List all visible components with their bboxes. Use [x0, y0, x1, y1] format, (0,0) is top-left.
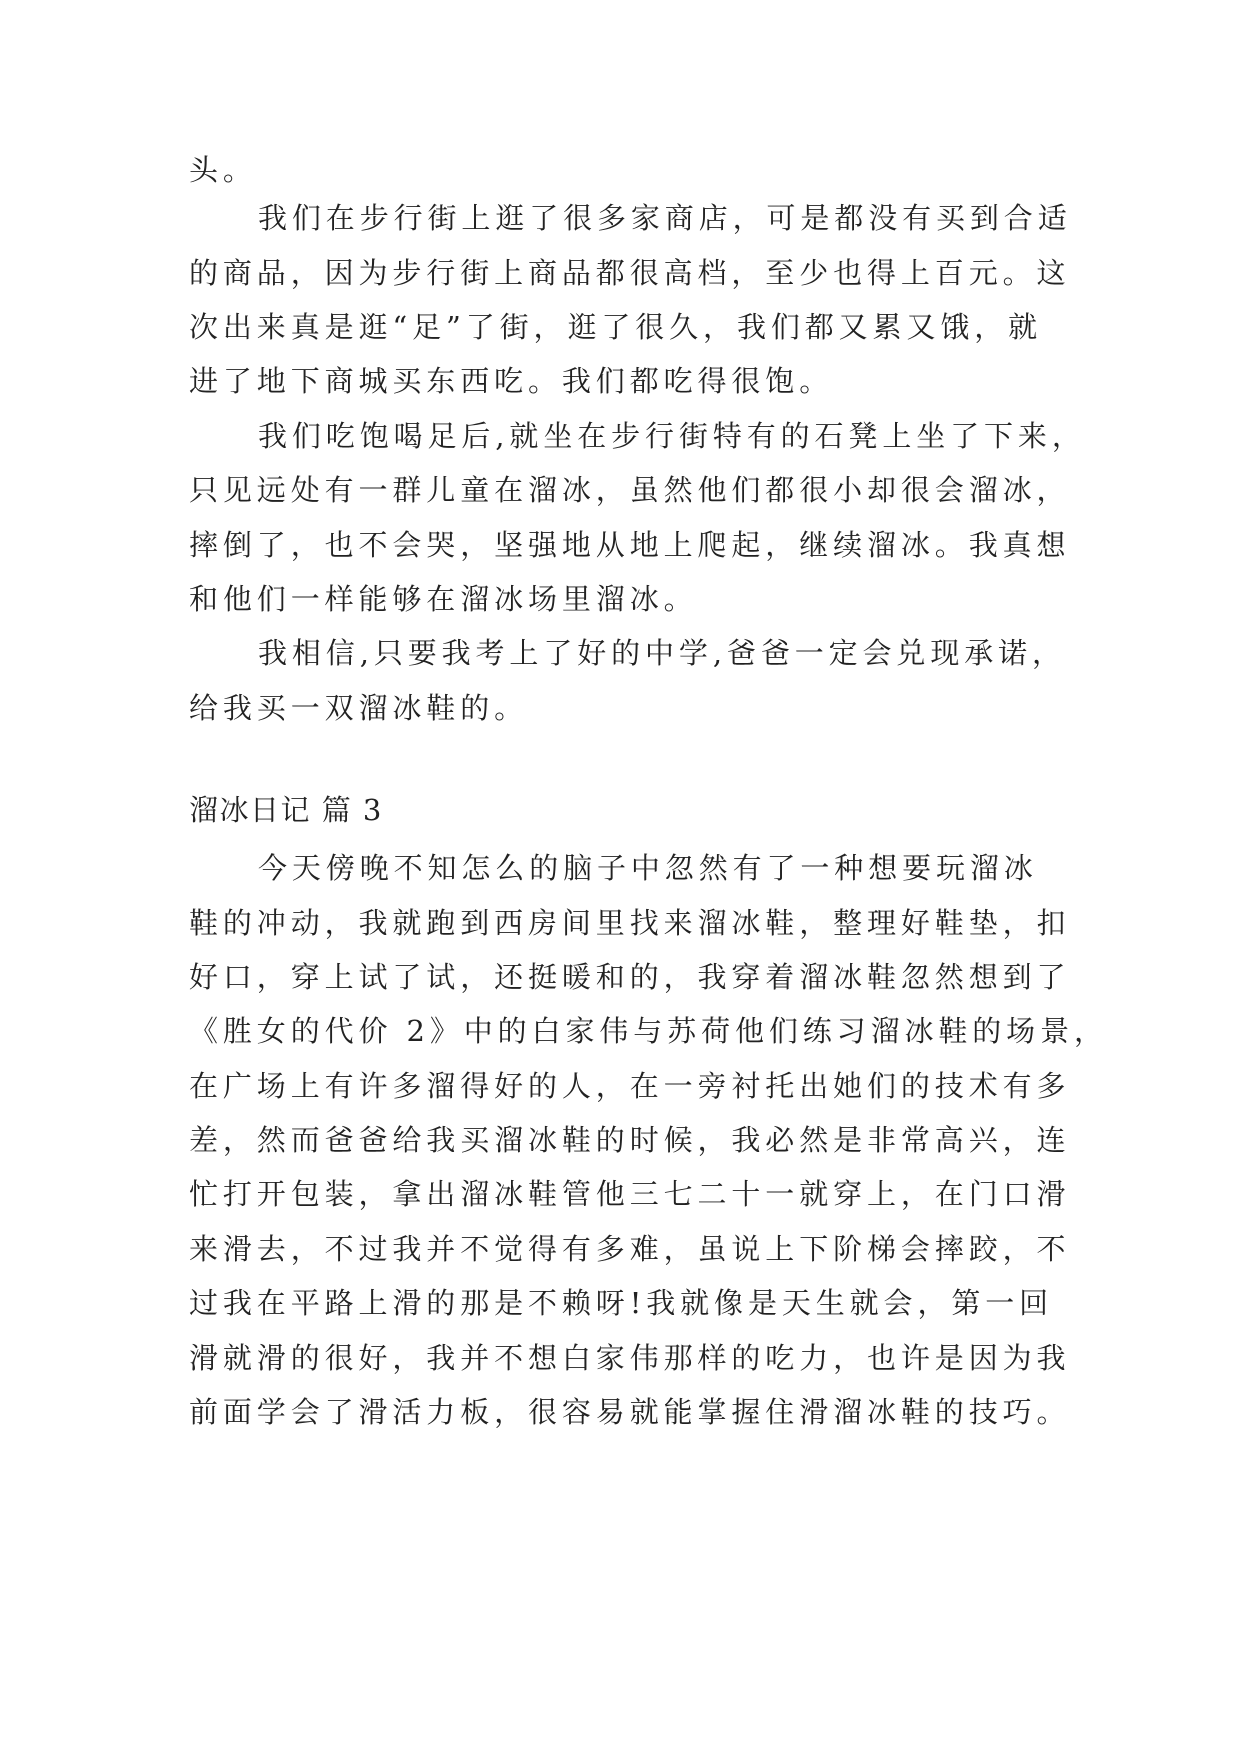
- text-line: 进了地下商城买东西吃。我们都吃得很饱。: [189, 364, 834, 398]
- text-line: 忙打开包装，拿出溜冰鞋管他三七二十一就穿上，在门口滑: [189, 1177, 1071, 1211]
- text-line: 的商品，因为步行街上商品都很高档，至少也得上百元。这: [189, 256, 1071, 290]
- text-line: 给我买一双溜冰鞋的。: [189, 691, 529, 725]
- text-line: 和他们一样能够在溜冰场里溜冰。: [189, 582, 698, 616]
- text-line: 来滑去，不过我并不觉得有多难，虽说上下阶梯会摔跤，不: [189, 1232, 1071, 1266]
- text-line: 我相信,只要我考上了好的中学,爸爸一定会兑现承诺，: [258, 636, 1066, 670]
- section-heading: 溜冰日记 篇 3: [189, 793, 383, 827]
- text-line: 《胜女的代价 2》中的白家伟与苏荷他们练习溜冰鞋的场景，: [189, 1014, 1108, 1048]
- text-line: 鞋的冲动，我就跑到西房间里找来溜冰鞋，整理好鞋垫，扣: [189, 906, 1071, 940]
- text-line: 我们吃饱喝足后,就坐在步行街特有的石凳上坐了下来，: [258, 419, 1086, 453]
- text-line: 好口，穿上试了试，还挺暖和的，我穿着溜冰鞋忽然想到了: [189, 960, 1071, 994]
- text-line: 次出来真是逛“足”了街，逛了很久，我们都又累又饿，就: [189, 310, 1043, 344]
- text-line: 只见远处有一群儿童在溜冰，虽然他们都很小却很会溜冰，: [189, 473, 1071, 507]
- text-line: 差，然而爸爸给我买溜冰鞋的时候，我必然是非常高兴，连: [189, 1123, 1071, 1157]
- text-line: 过我在平路上滑的那是不赖呀!我就像是天生就会，第一回: [189, 1286, 1054, 1320]
- text-line: 我们在步行街上逛了很多家商店，可是都没有买到合适: [258, 201, 1072, 235]
- text-line: 头。: [189, 153, 257, 187]
- text-line: 前面学会了滑活力板，很容易就能掌握住滑溜冰鞋的技巧。: [189, 1395, 1071, 1429]
- text-line: 滑就滑的很好，我并不想白家伟那样的吃力，也许是因为我: [189, 1341, 1071, 1375]
- text-line: 今天傍晚不知怎么的脑子中忽然有了一种想要玩溜冰: [258, 851, 1038, 885]
- text-line: 摔倒了，也不会哭，坚强地从地上爬起，继续溜冰。我真想: [189, 528, 1071, 562]
- text-line: 在广场上有许多溜得好的人，在一旁衬托出她们的技术有多: [189, 1069, 1071, 1103]
